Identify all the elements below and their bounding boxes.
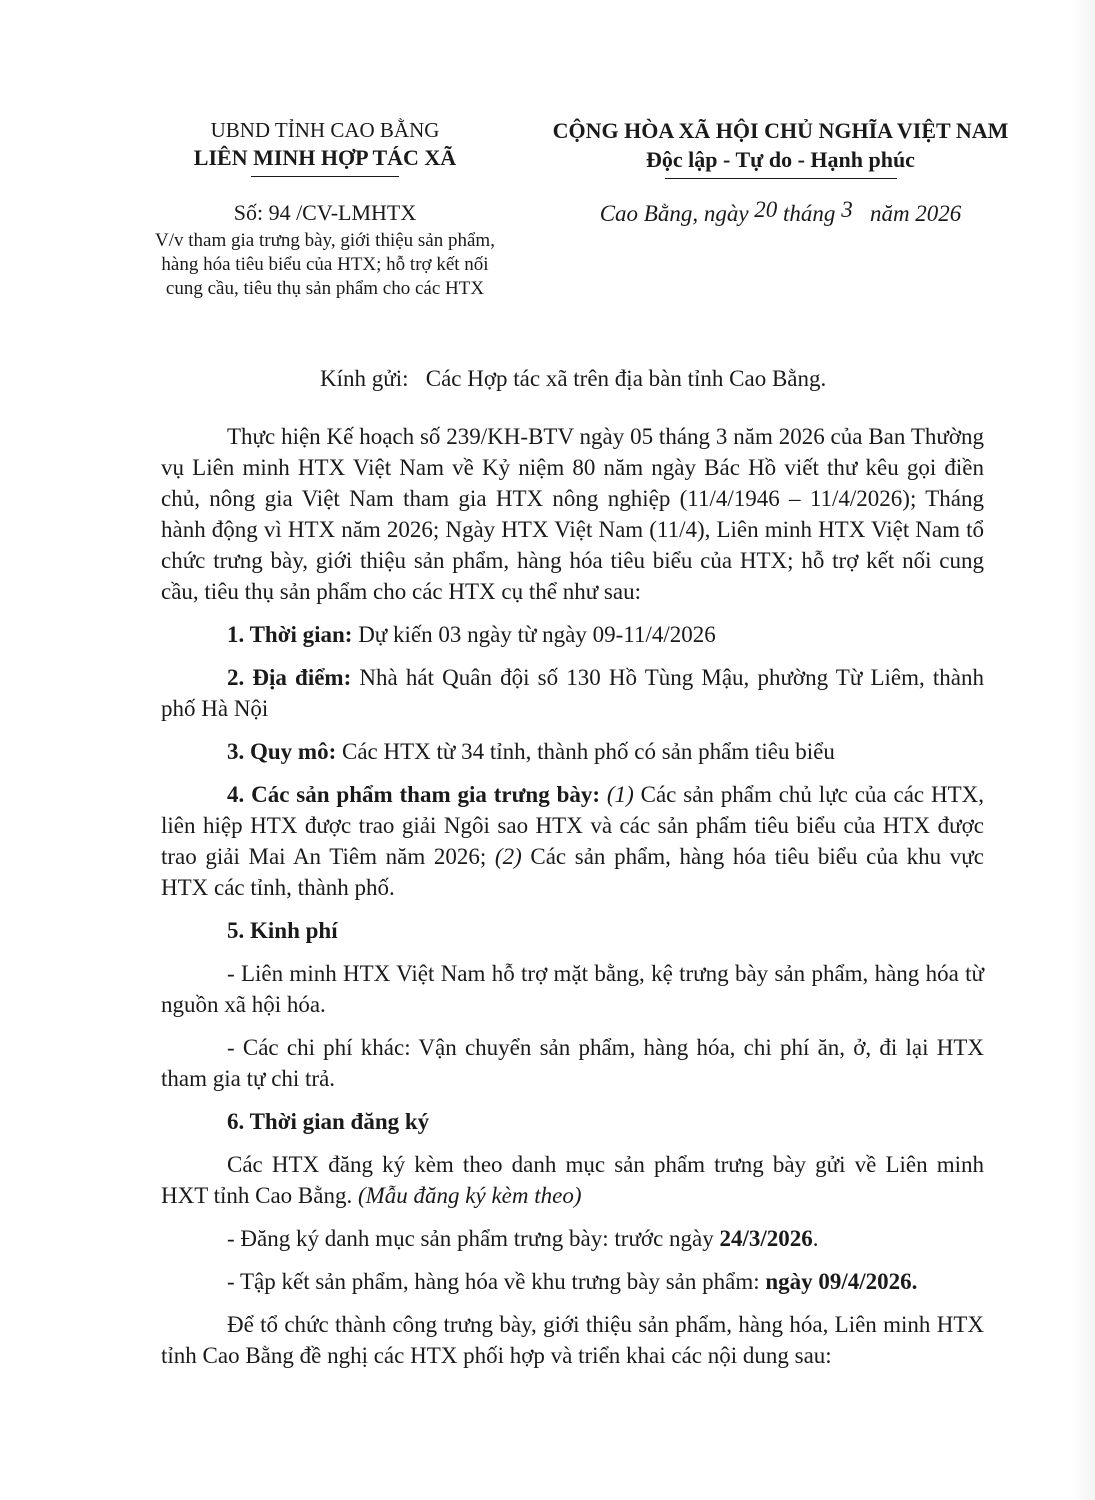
salutation [320, 366, 826, 392]
document-body [161, 421, 984, 1371]
item-funding [161, 915, 984, 946]
item-registration-label: 6. Thời gian đăng ký [227, 1109, 430, 1134]
date-year: năm 2026 [852, 201, 962, 226]
item-funding-label: 5. Kinh phí [227, 918, 338, 943]
closing-paragraph: Để tổ chức thành công trưng bày, giới thiệu sản phẩm, hàng hóa, Liên minh HTX tỉnh Cao Bằng đề nghị các HTX phối hợp và triển khai các nội dung sau: [161, 1312, 984, 1368]
item-scale [161, 736, 984, 767]
item-location-text: Nhà hát Quân đội số 130 Hồ Tùng Mậu, phường Từ Liêm, thành phố Hà Nội [161, 665, 985, 721]
item-location-label: 2. Địa điểm: [227, 665, 352, 690]
item-location [161, 662, 984, 724]
item-time-text: Dự kiến 03 ngày từ ngày 09-11/4/2026 [352, 622, 716, 647]
registration-note: (Mẫu đăng ký kèm theo) [357, 1183, 582, 1208]
subject-line: hàng hóa tiêu biểu của HTX; hỗ trợ kết nối [161, 254, 489, 275]
funding-bullet-1: - Liên minh HTX Việt Nam hỗ trợ mặt bằng, kệ trưng bày sản phẩm, hàng hóa từ nguồn xã hội hóa. [161, 961, 984, 1017]
registration-deadline [161, 1223, 984, 1254]
subject-line: cung cầu, tiêu thụ sản phẩm cho các HTX [165, 278, 485, 299]
subject-line: V/v tham gia trưng bày, giới thiệu sản phẩm, [155, 230, 495, 251]
salutation-recipients: Các Hợp tác xã trên địa bàn tỉnh Cao Bằng. [425, 366, 827, 391]
item-registration [161, 1106, 984, 1137]
item-products-label: 4. Các sản phẩm tham gia trưng bày: [227, 782, 601, 807]
item-scale-label: 3. Quy mô: [227, 739, 337, 764]
item-scale-text: Các HTX từ 34 tỉnh, thành phố có sản phẩm tiêu biểu [336, 739, 835, 764]
national-header-block [518, 116, 1043, 229]
intro-paragraph: Thực hiện Kế hoạch số 239/KH-BTV ngày 05 tháng 3 năm 2026 của Ban Thường vụ Liên minh HTX Việt Nam về Kỷ niệm 80 năm ngày Bác Hồ viết thư kêu gọi điền chủ, nông gia Việt Nam tham gia HTX nông nghiệp (11/4/1946 – 11/4/2026); Tháng hành động vì HTX năm 2026; Ngày HTX Việt Nam (11/4), Liên minh HTX Việt Nam tổ chức trưng bày, giới thiệu sản phẩm, hàng hóa tiêu biểu của HTX; hỗ trợ kết nối cung cầu, tiêu thụ sản phẩm cho các HTX cụ thể như sau: [161, 424, 984, 604]
salutation-label: Kính gửi: [320, 366, 409, 391]
delivery-deadline [161, 1266, 984, 1297]
item-products [161, 779, 984, 903]
funding-bullet-2: - Các chi phí khác: Vận chuyển sản phẩm, hàng hóa, chi phí ăn, ở, đi lại HTX tham gia tự chi trả. [161, 1035, 984, 1091]
registration-deadline-text: - Đăng ký danh mục sản phẩm trưng bày: trước ngày [227, 1226, 720, 1251]
date-month: 3 [841, 197, 853, 222]
issuer-underline [251, 176, 399, 177]
national-title: CỘNG HÒA XÃ HỘI CHỦ NGHĨA VIỆT NAM [552, 118, 1009, 143]
issuing-authority: UBND TỈNH CAO BẰNG [210, 118, 440, 142]
motto-underline [665, 178, 897, 179]
item-time [161, 619, 984, 650]
delivery-deadline-text: - Tập kết sản phẩm, hàng hóa về khu trưng bày sản phẩm: [227, 1269, 766, 1294]
place-and-date [518, 199, 1043, 229]
national-motto: Độc lập - Tự do - Hạnh phúc [646, 147, 915, 172]
document-number: Số: 94 /CV-LMHTX [233, 200, 417, 225]
issuing-organization: LIÊN MINH HỢP TÁC XÃ [193, 145, 457, 170]
item-products-text1: Các sản phẩm chủ lực của các HTX, liên hiệp HTX được trao giải Ngôi sao HTX và các sản phẩm tiêu biểu của HTX được trao giải Mai An Tiêm năm 2026; [161, 782, 985, 869]
issuer-block [140, 116, 510, 301]
delivery-deadline-date: ngày 09/4/2026. [765, 1269, 918, 1294]
date-day: 20 [754, 197, 778, 222]
registration-text [161, 1149, 984, 1211]
item-products-text2: Các sản phẩm, hàng hóa tiêu biểu của khu vực HTX các tỉnh, thành phố. [161, 844, 984, 900]
date-prefix: Cao Bằng, ngày [599, 201, 755, 226]
registration-deadline-date: 24/3/2026 [719, 1226, 813, 1251]
item-time-label: 1. Thời gian: [227, 622, 353, 647]
date-month-label: tháng [777, 201, 842, 226]
registration-deadline-end: . [812, 1226, 819, 1251]
registration-body: Các HTX đăng ký kèm theo danh mục sản phẩm trưng bày gửi về Liên minh HXT tỉnh Cao Bằng. [161, 1152, 984, 1208]
item-products-num2: (2) [494, 844, 522, 869]
document-subject [140, 229, 510, 301]
item-products-num1: (1) [606, 782, 634, 807]
